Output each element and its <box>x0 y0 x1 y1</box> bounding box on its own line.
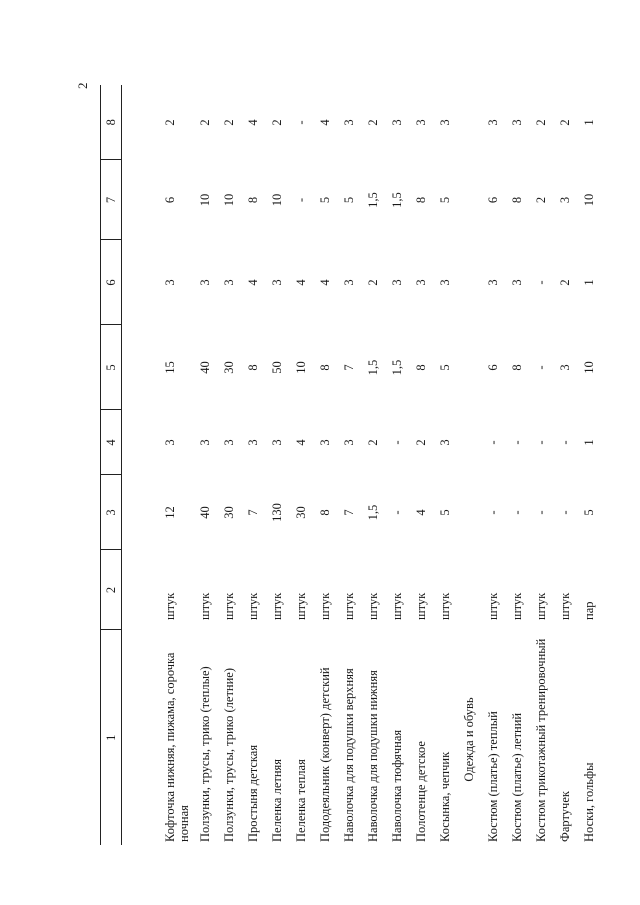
value-cell: 3 <box>198 439 212 446</box>
empty-cell <box>457 240 481 325</box>
unit-cell: штук <box>198 592 212 620</box>
item-name-cell: Наволочка для подушки верхняя <box>342 668 356 842</box>
item-name-cell: Пододеяльник (конверт) детский <box>318 667 332 842</box>
value-cell: 3 <box>486 119 500 126</box>
unit-cell: штук <box>270 592 284 620</box>
table-row <box>361 85 385 845</box>
value-cell: 50 <box>270 361 284 374</box>
value-cell: - <box>294 197 308 203</box>
value-cell: 10 <box>222 193 236 207</box>
value-cell: 1,5 <box>366 192 380 208</box>
table-row <box>505 85 529 845</box>
section-row <box>457 85 481 845</box>
value-cell: 5 <box>438 364 452 371</box>
value-cell: 3 <box>438 439 452 446</box>
value-cell: 10 <box>582 193 596 207</box>
value-cell: 5 <box>582 509 596 516</box>
value-cell: 6 <box>486 364 500 371</box>
empty-cell <box>457 85 481 160</box>
table-body <box>122 85 602 845</box>
table-row <box>241 85 265 845</box>
item-name-cell: Наволочка для подушки нижняя <box>366 670 380 842</box>
value-cell: 3 <box>342 119 356 126</box>
value-cell: 5 <box>342 196 356 204</box>
value-cell: 3 <box>222 439 236 446</box>
table-row <box>122 85 194 845</box>
value-cell: 3 <box>558 364 572 371</box>
value-cell: 3 <box>414 119 428 126</box>
empty-cell <box>457 550 481 630</box>
value-cell: 8 <box>318 364 332 371</box>
value-cell: 3 <box>163 279 177 286</box>
value-cell: 5 <box>438 509 452 516</box>
value-cell: 4 <box>294 439 308 446</box>
value-cell: 5 <box>318 196 332 204</box>
value-cell: - <box>390 510 404 515</box>
value-cell: 8 <box>414 196 428 204</box>
item-name-cell: Пеленка теплая <box>294 759 308 842</box>
value-cell: 6 <box>163 196 177 204</box>
value-cell: 8 <box>246 364 260 371</box>
table-row <box>409 85 433 845</box>
value-cell: - <box>558 440 572 445</box>
value-cell: 8 <box>510 196 524 204</box>
table-row <box>385 85 409 845</box>
item-name-cell: Костюм трикотажный тренировочный <box>534 638 548 842</box>
value-cell: 2 <box>534 196 548 204</box>
value-cell: - <box>534 280 548 285</box>
table-row <box>577 85 601 845</box>
value-cell: 2 <box>534 119 548 126</box>
unit-cell: штук <box>390 592 404 620</box>
table-row <box>481 85 505 845</box>
column-header-4: 4 <box>101 410 122 475</box>
value-cell: - <box>534 440 548 445</box>
unit-cell: штук <box>414 592 428 620</box>
value-cell: 3 <box>246 439 260 446</box>
table-row <box>313 85 337 845</box>
value-cell: 3 <box>558 196 572 204</box>
value-cell: - <box>390 440 404 445</box>
unit-cell: штук <box>342 592 356 620</box>
value-cell: 3 <box>163 439 177 446</box>
unit-cell: штук <box>246 592 260 620</box>
unit-cell: штук <box>294 592 308 620</box>
value-cell: 4 <box>246 279 260 286</box>
table-row <box>265 85 289 845</box>
value-cell: 130 <box>270 503 284 522</box>
value-cell: 1,5 <box>366 359 380 376</box>
rotated-table-container <box>100 85 620 845</box>
value-cell: 10 <box>198 193 212 207</box>
value-cell: 7 <box>342 509 356 516</box>
column-header-8: 8 <box>101 85 122 160</box>
value-cell: 2 <box>414 439 428 446</box>
table-row <box>529 85 553 845</box>
value-cell: 7 <box>246 509 260 516</box>
value-cell: 8 <box>510 364 524 371</box>
unit-cell: штук <box>534 592 548 620</box>
column-header-1: 1 <box>101 630 122 845</box>
value-cell: - <box>510 440 524 445</box>
item-name-cell: Костюм (платье) летний <box>510 712 524 842</box>
value-cell: 5 <box>438 196 452 204</box>
value-cell: 8 <box>246 196 260 204</box>
value-cell: 1 <box>582 279 596 286</box>
value-cell: 3 <box>390 279 404 286</box>
value-cell: - <box>486 440 500 445</box>
value-cell: - <box>534 510 548 515</box>
value-cell: 3 <box>486 279 500 286</box>
value-cell: 30 <box>222 361 236 374</box>
value-cell: 4 <box>414 509 428 516</box>
value-cell: 15 <box>163 361 177 374</box>
item-name-cell: Косынка, чепчик <box>438 751 452 842</box>
table-row <box>289 85 313 845</box>
item-name-cell: Ползунки, трусы, трико (теплые) <box>198 666 212 842</box>
unit-cell: штук <box>222 592 236 620</box>
empty-cell <box>457 160 481 240</box>
value-cell: 12 <box>163 506 177 519</box>
table-header-row <box>101 85 122 845</box>
empty-cell <box>457 325 481 410</box>
value-cell: 1,5 <box>390 359 404 376</box>
item-name-cell: Фартучек <box>558 791 572 842</box>
value-cell: 4 <box>318 279 332 286</box>
value-cell: 3 <box>342 279 356 286</box>
value-cell: 2 <box>558 119 572 126</box>
column-header-3: 3 <box>101 475 122 550</box>
column-header-5: 5 <box>101 325 122 410</box>
unit-cell: пар <box>582 601 596 620</box>
item-name-cell: Полотенце детское <box>414 741 428 842</box>
unit-cell: штук <box>486 592 500 620</box>
value-cell: 3 <box>414 279 428 286</box>
value-cell: 1,5 <box>390 192 404 208</box>
value-cell: 3 <box>390 119 404 126</box>
value-cell: 1,5 <box>366 504 380 521</box>
value-cell: 2 <box>366 439 380 446</box>
value-cell: 4 <box>294 279 308 286</box>
page-number: 2 <box>75 82 90 89</box>
empty-cell <box>457 410 481 475</box>
unit-cell: штук <box>558 592 572 620</box>
unit-cell: штук <box>318 592 332 620</box>
unit-cell: штук <box>163 592 177 620</box>
value-cell: 6 <box>486 196 500 204</box>
value-cell: 30 <box>222 506 236 519</box>
value-cell: 3 <box>318 439 332 446</box>
section-title: Одежда и обувь <box>462 697 476 782</box>
value-cell: 3 <box>438 279 452 286</box>
table-row <box>193 85 217 845</box>
value-cell: 10 <box>294 361 308 374</box>
value-cell: 4 <box>246 119 260 126</box>
value-cell: 2 <box>198 119 212 126</box>
value-cell: 3 <box>222 279 236 286</box>
value-cell: 3 <box>270 279 284 286</box>
item-name-cell: Ползунки, трусы, трико (летние) <box>222 668 236 842</box>
value-cell: 2 <box>270 119 284 126</box>
value-cell: 10 <box>582 361 596 374</box>
table-row <box>553 85 577 845</box>
item-name-cell: Пеленка летняя <box>270 758 284 842</box>
value-cell: 3 <box>510 279 524 286</box>
item-name-cell: Костюм (платье) теплый <box>486 711 500 842</box>
value-cell: 3 <box>198 279 212 286</box>
value-cell: 3 <box>438 119 452 126</box>
value-cell: 4 <box>318 119 332 126</box>
value-cell: 7 <box>342 364 356 371</box>
value-cell: - <box>534 365 548 370</box>
norms-table <box>100 85 601 845</box>
item-name-cell: Простыня детская <box>246 744 260 842</box>
value-cell: 1 <box>582 119 596 126</box>
value-cell: 2 <box>558 279 572 286</box>
column-header-2: 2 <box>101 550 122 630</box>
value-cell: 40 <box>198 361 212 374</box>
value-cell: 2 <box>163 119 177 126</box>
value-cell: 10 <box>270 193 284 207</box>
value-cell: 3 <box>270 439 284 446</box>
value-cell: 30 <box>294 506 308 519</box>
table-row <box>217 85 241 845</box>
item-name-cell: Носки, гольфы <box>582 762 596 842</box>
value-cell: - <box>486 510 500 515</box>
unit-cell: штук <box>366 592 380 620</box>
value-cell: 2 <box>366 279 380 286</box>
value-cell: 40 <box>198 506 212 519</box>
item-name-cell: Кофточка нижняя, пижама, сорочка ночная <box>163 652 191 842</box>
value-cell: 8 <box>414 364 428 371</box>
value-cell: 3 <box>342 439 356 446</box>
item-name-cell: Наволочка тюфячная <box>390 729 404 842</box>
value-cell: - <box>294 120 308 125</box>
unit-cell: штук <box>438 592 452 620</box>
value-cell: 3 <box>510 119 524 126</box>
empty-cell <box>457 475 481 550</box>
table-row <box>337 85 361 845</box>
value-cell: 2 <box>222 119 236 126</box>
value-cell: - <box>558 510 572 515</box>
value-cell: - <box>510 510 524 515</box>
value-cell: 2 <box>366 119 380 126</box>
column-header-7: 7 <box>101 160 122 240</box>
value-cell: 1 <box>582 439 596 446</box>
column-header-6: 6 <box>101 240 122 325</box>
table-row <box>433 85 457 845</box>
value-cell: 8 <box>318 509 332 516</box>
unit-cell: штук <box>510 592 524 620</box>
